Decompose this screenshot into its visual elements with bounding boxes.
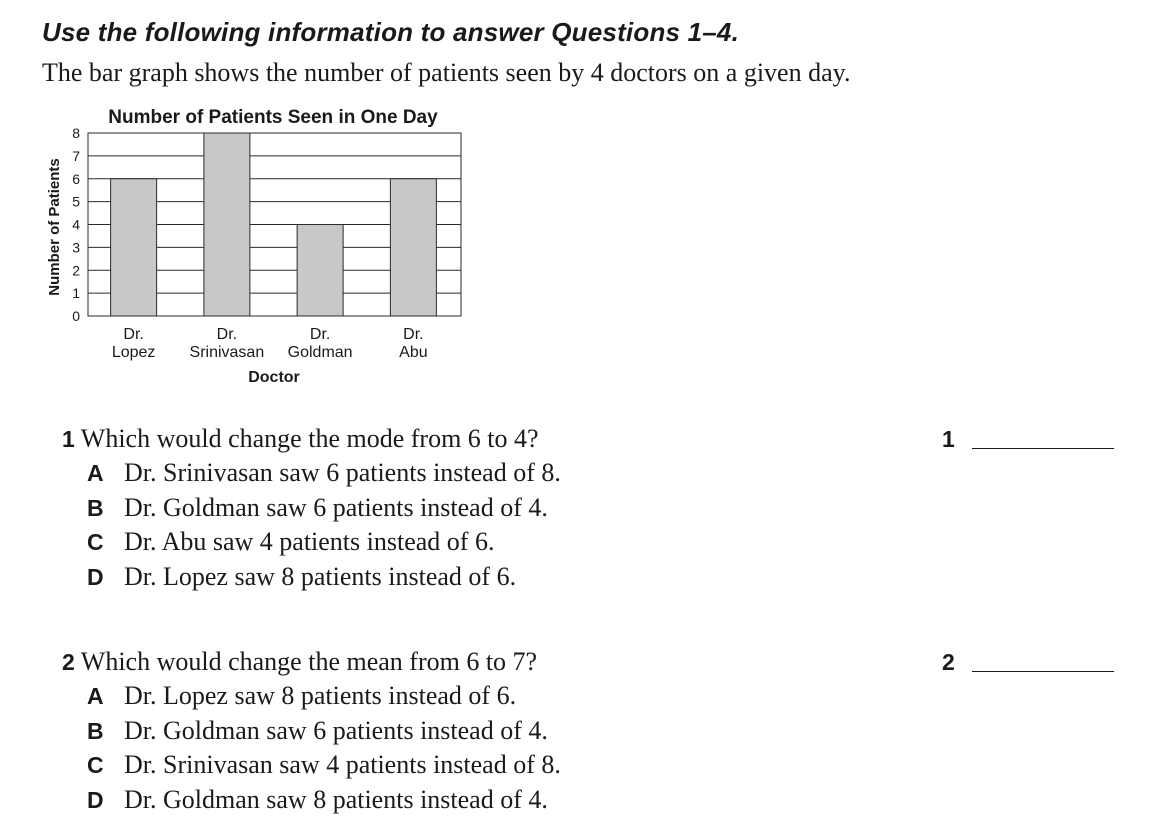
question-text: Which would change the mean from 6 to 7? — [80, 647, 538, 676]
question-stem — [62, 645, 1122, 679]
answer-number: 1 — [942, 426, 955, 452]
choice-text: Dr. Abu saw 4 patients instead of 6. — [124, 527, 495, 557]
choice-text: Dr. Goldman saw 8 patients instead of 4. — [124, 784, 548, 814]
intro-text: The bar graph shows the number of patients seen by 4 doctors on a given day. — [42, 58, 851, 87]
chart-title: Number of Patients Seen in One Day — [108, 107, 438, 128]
choice-list — [87, 679, 1122, 817]
choice-text: Dr. Lopez saw 8 patients instead of 6. — [124, 681, 517, 710]
bar — [297, 225, 343, 317]
choice-letter: B — [87, 717, 104, 744]
choice-text: Dr. Lopez saw 8 patients instead of 6. — [124, 561, 517, 591]
choice-d[interactable] — [87, 560, 1122, 595]
question-2 — [62, 645, 1122, 817]
y-tick-label: 7 — [72, 147, 80, 164]
x-axis-ticks — [112, 326, 428, 361]
choice-a[interactable] — [87, 679, 1122, 714]
question-number: 1 — [62, 426, 75, 452]
choice-c[interactable] — [87, 525, 1122, 560]
question-stem — [62, 422, 1122, 456]
choice-letter: B — [87, 494, 104, 521]
bar — [204, 133, 250, 316]
x-tick-label: Dr. Lopez — [111, 326, 156, 361]
choice-b[interactable] — [87, 491, 1122, 526]
x-tick-label: Dr. Abu — [399, 326, 428, 361]
choice-list — [87, 456, 1122, 594]
choice-letter: A — [87, 683, 104, 709]
y-axis-ticks — [72, 125, 80, 324]
question-1 — [62, 422, 1122, 594]
y-tick-label: 4 — [72, 216, 80, 233]
bar-chart — [40, 100, 480, 390]
choice-letter: D — [87, 563, 104, 590]
x-tick-label: Dr. Srinivasan — [189, 326, 265, 361]
y-tick-label: 1 — [72, 285, 80, 302]
y-tick-label: 0 — [72, 308, 80, 324]
y-tick-label: 6 — [72, 170, 80, 187]
choice-d[interactable] — [87, 783, 1122, 818]
question-number: 2 — [62, 649, 75, 675]
choice-text: Dr. Goldman saw 6 patients instead of 4. — [124, 492, 548, 522]
choice-letter: C — [87, 529, 104, 556]
y-tick-label: 2 — [72, 262, 80, 279]
y-tick-label: 8 — [72, 125, 80, 141]
choice-c[interactable] — [87, 748, 1122, 783]
question-text: Which would change the mode from 6 to 4? — [80, 424, 539, 453]
answer-blank[interactable] — [972, 448, 1114, 449]
choice-letter: D — [87, 786, 104, 813]
y-axis-label: Number of Patients — [46, 158, 63, 296]
choice-letter: A — [87, 460, 104, 486]
choice-text: Dr. Srinivasan saw 4 patients instead of 8. — [124, 750, 561, 780]
choice-text: Dr. Srinivasan saw 6 patients instead of 8. — [124, 458, 561, 487]
choice-a[interactable] — [87, 456, 1122, 491]
section-heading: Use the following information to answer Questions 1–4. — [42, 17, 740, 47]
answer-blank[interactable] — [972, 671, 1114, 672]
choice-b[interactable] — [87, 714, 1122, 749]
x-axis-label: Doctor — [248, 369, 300, 386]
bar — [111, 179, 157, 316]
y-tick-label: 3 — [72, 239, 80, 256]
bar — [390, 179, 436, 316]
choice-text: Dr. Goldman saw 6 patients instead of 4. — [124, 715, 548, 745]
answer-number: 2 — [942, 649, 955, 675]
choice-letter: C — [87, 752, 104, 779]
x-tick-label: Dr. Goldman — [287, 326, 353, 361]
y-tick-label: 5 — [72, 193, 80, 210]
